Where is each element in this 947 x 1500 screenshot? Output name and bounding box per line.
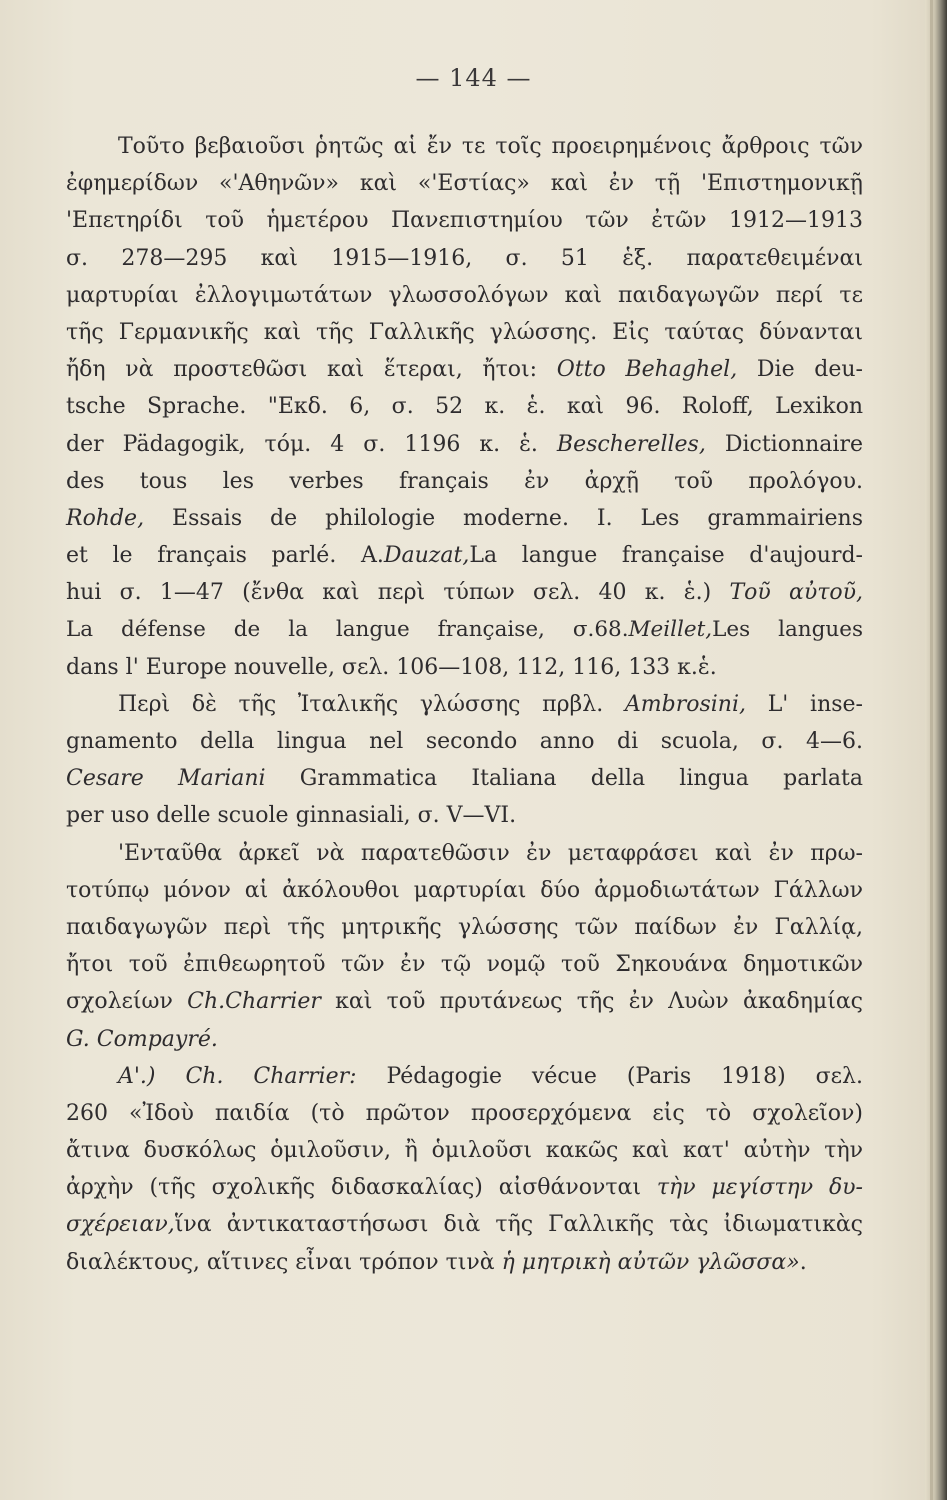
text-line	[66, 1244, 863, 1281]
text-line	[66, 463, 863, 500]
italic-text: Cesare Mariani	[66, 766, 266, 792]
text-line	[66, 909, 863, 946]
text-line	[66, 611, 863, 648]
text-segment: Grammatica Italiana della lingua parlata	[265, 766, 863, 792]
text-line	[66, 165, 863, 202]
italic-text: A'.) Ch. Charrier:	[118, 1063, 357, 1089]
text-segment: σχολείων	[66, 989, 188, 1015]
text-segment: ἐφημερίδων «'Αθηνῶν» καὶ «'Εστίας» καὶ ἐν τῇ 'Επιστημονικῇ	[66, 171, 863, 197]
text-segment: τοτύπῳ μόνον αἱ ἀκόλουθοι μαρτυρίαι δύο ἀρμοδιωτάτων Γάλλων	[66, 877, 863, 903]
italic-text: ἡ μητρικὴ αὐτῶν γλῶσσα»	[501, 1249, 800, 1275]
text-segment: gnamento della lingua nel secondo anno di scuola, σ. 4—6.	[66, 729, 863, 754]
italic-text: Rohde,	[66, 505, 145, 531]
text-segment: hui σ. 1—47 (ἔνθα καὶ περὶ τύπων σελ. 40 κ. ἑ.)	[66, 580, 730, 606]
text-segment: Die deu-	[737, 357, 863, 383]
text-line	[66, 946, 863, 983]
text-line	[66, 1132, 863, 1169]
text-segment: καὶ τοῦ πρυτάνεως τῆς ἐν Λυὼν ἀκαδημίας	[320, 989, 863, 1015]
text-line	[66, 1169, 863, 1206]
text-segment: et le français parlé. A.	[66, 543, 384, 569]
text-line	[66, 1206, 863, 1243]
text-line	[66, 686, 863, 723]
text-line	[66, 574, 863, 611]
text-segment: Pédagogie vécue (Paris 1918) σελ.	[356, 1063, 863, 1089]
text-segment: μαρτυρίαι ἐλλογιμωτάτων γλωσσολόγων καὶ παιδαγωγῶν περί τε	[66, 282, 863, 308]
italic-text: Otto Behaghel,	[556, 357, 738, 383]
text-segment: La défense de la langue française, σ.68.	[66, 617, 629, 643]
text-segment: 'Επετηρίδι τοῦ ἡμετέρου Πανεπιστημίου τῶν ἐτῶν 1912—1913	[66, 208, 863, 234]
text-segment: ἤδη νὰ προστεθῶσι καὶ ἕτεραι, ἤτοι:	[66, 357, 557, 383]
body-text	[66, 128, 863, 1281]
text-line	[66, 314, 863, 351]
italic-text: Ambrosini,	[624, 691, 747, 717]
text-segment: .	[799, 1249, 807, 1275]
italic-text: Bescherelles,	[556, 431, 706, 457]
text-segment: παιδαγωγῶν περὶ τῆς μητρικῆς γλώσσης τῶν παίδων ἐν Γαλλίᾳ,	[66, 914, 863, 940]
text-line	[66, 537, 863, 574]
page-edge-line	[930, 0, 933, 1500]
italic-text: σχέρειαν,	[66, 1212, 175, 1238]
text-segment: L' inse-	[746, 691, 863, 717]
text-line	[66, 649, 863, 686]
text-line	[66, 202, 863, 239]
text-segment: ἀρχὴν (τῆς σχολικῆς διδασκαλίας) αἰσθάνονται	[66, 1175, 657, 1201]
page-number: — 144 —	[415, 64, 532, 92]
text-line	[66, 500, 863, 537]
italic-text: G. Compayré.	[66, 1026, 218, 1052]
text-segment: dans l' Europe nouvelle, σελ. 106—108, 112, 116, 133 κ.ἑ.	[66, 654, 717, 680]
text-segment: Essais de philologie moderne. I. Les grammairiens	[144, 505, 863, 531]
text-segment: ἄτινα δυσκόλως ὁμιλοῦσιν, ἢ ὁμιλοῦσι κακῶς καὶ κατ' αὐτὴν τὴν	[66, 1138, 863, 1164]
text-segment: ἤτοι τοῦ ἐπιθεωρητοῦ τῶν ἐν τῷ νομῷ τοῦ Σηκουάνα δημοτικῶν	[66, 952, 863, 978]
text-segment: 'Ενταῦθα ἀρκεῖ νὰ παρατεθῶσιν ἐν μεταφράσει καὶ ἐν πρω-	[118, 840, 863, 866]
text-line	[66, 983, 863, 1020]
page-edge-shadow	[925, 0, 947, 1500]
text-segment: σ. 278—295 καὶ 1915—1916, σ. 51 ἑξ. παρατεθειμέναι	[66, 245, 863, 271]
text-line	[66, 1095, 863, 1132]
text-segment: La langue française d'aujourd-	[469, 543, 863, 569]
text-segment: τῆς Γερμανικῆς καὶ τῆς Γαλλικῆς γλώσσης. Εἰς ταύτας δύνανται	[66, 319, 863, 345]
text-segment: ἵνα ἀντικαταστήσωσι διὰ τῆς Γαλλικῆς τὰς ἰδιωματικὰς	[174, 1212, 863, 1238]
text-line	[66, 760, 863, 797]
text-line	[66, 128, 863, 165]
text-line	[66, 1058, 863, 1095]
text-segment: tsche Sprache. "Εκδ. 6, σ. 52 κ. ἑ. καὶ 96. Roloff, Lexikon	[66, 394, 863, 420]
text-line	[66, 277, 863, 314]
text-segment: Τοῦτο βεβαιοῦσι ῥητῶς αἱ ἔν τε τοῖς προειρημένοις ἄρθροις τῶν	[118, 134, 863, 159]
text-line	[66, 797, 863, 834]
text-line	[66, 1021, 863, 1058]
text-line	[66, 723, 863, 760]
text-segment: Περὶ δὲ τῆς Ἰταλικῆς γλώσσης πρβλ.	[118, 691, 625, 717]
text-line	[66, 835, 863, 872]
text-segment: διαλέκτους, αἵτινες εἶναι τρόπον τινὰ	[66, 1249, 502, 1275]
italic-text: τὴν μεγίστην δυ-	[656, 1175, 863, 1201]
text-segment: per uso delle scuole ginnasiali, σ. V—VI.	[66, 803, 517, 829]
italic-text: Meillet,	[628, 617, 713, 643]
text-line	[66, 426, 863, 463]
text-segment: 260 «Ἰδοὺ παιδία (τὸ πρῶτον προσερχόμενα εἰς τὸ σχολεῖον)	[66, 1100, 863, 1126]
italic-text: Ch.Charrier	[187, 989, 321, 1015]
text-segment: des tous les verbes français ἐν ἀρχῇ τοῦ προλόγου.	[66, 468, 863, 494]
italic-text: Dauzat,	[383, 543, 470, 569]
text-line	[66, 872, 863, 909]
text-line	[66, 240, 863, 277]
italic-text: Τοῦ αὐτοῦ,	[729, 580, 863, 606]
text-line	[66, 388, 863, 425]
text-line	[66, 351, 863, 388]
text-segment: der Pädagogik, τόμ. 4 σ. 1196 κ. ἑ.	[66, 431, 557, 457]
text-segment: Les langues	[712, 617, 863, 643]
text-segment: Dictionnaire	[705, 431, 863, 457]
